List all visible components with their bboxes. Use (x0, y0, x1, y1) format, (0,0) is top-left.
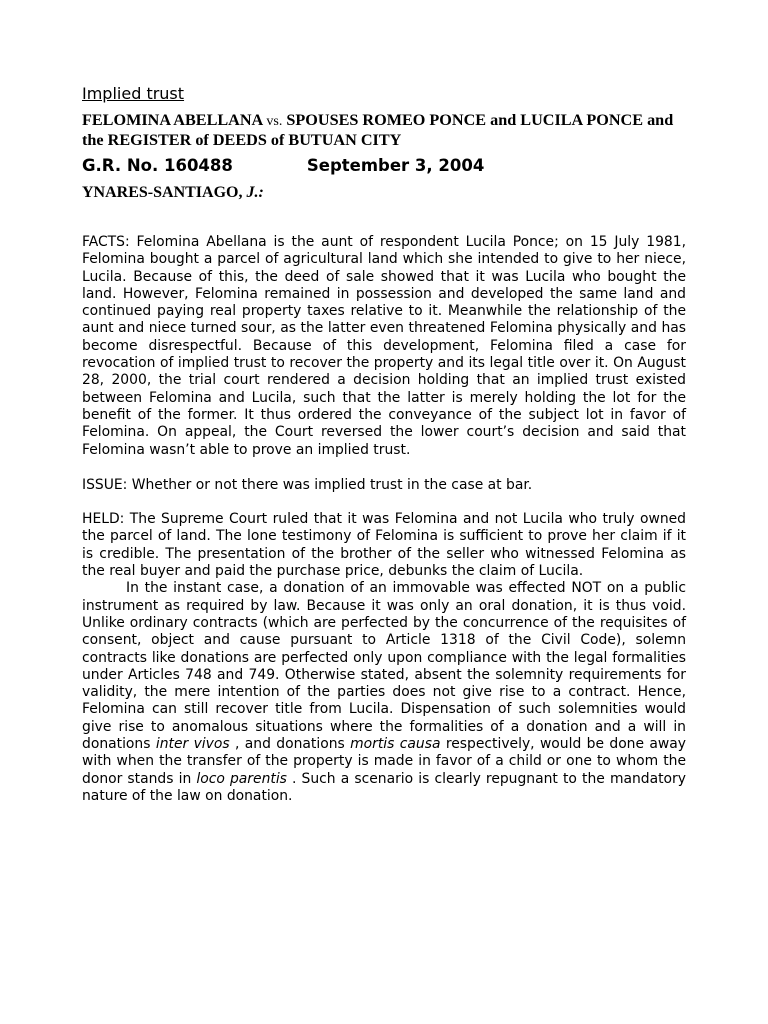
held-discussion-part-4: . Such a scenario is clearly repugnant to the mandatory nature of the law on donation. (82, 770, 686, 804)
ponente (82, 183, 686, 203)
issue-paragraph: ISSUE: Whether or not there was implied trust in the case at bar. (82, 476, 533, 493)
held-discussion-part-2: , and donations (229, 736, 345, 753)
document-heading: Implied trust (82, 84, 185, 103)
held-discussion-paragraph (82, 580, 686, 805)
held-discussion-part-1: In the instant case, a donation of an immovable was effected NOT on a public instrument as required by law. Because it was only an oral donation, it is thus void. Unlike ordinary contracts (which are perfected by the concurrence of the requisites of consent, object and cause pursuant to Article 1318 of the Civil Code), solemn contracts like donations are perfected only upon compliance with the legal formalities under Articles 748 and 749. Otherwise stated, absent the solemnity requirements for validity, the mere intention of the parties does not give rise to a contract. Hence, Felomina can still recover title from Lucila. Dispensation of such solemnities would give rise to anomalous situations where the formalities of a donation and a will in donations (82, 580, 686, 753)
petitioner-name: FELOMINA ABELLANA (82, 111, 263, 129)
ponente-suffix: J.: (246, 184, 264, 201)
gr-number: G.R. No. 160488 (82, 156, 233, 175)
document-page (82, 84, 686, 805)
case-title (82, 111, 686, 149)
versus-label: vs. (266, 114, 283, 129)
decision-date: September 3, 2004 (306, 156, 485, 175)
ponente-name: YNARES-SANTIAGO, (82, 184, 243, 201)
case-number-line (82, 155, 686, 177)
term-loco-parentis: loco parentis (196, 770, 287, 787)
respondents-names: SPOUSES ROMEO PONCE and LUCILA PONCE and the REGISTER of DEEDS of BUTUAN CITY (82, 111, 674, 149)
term-inter-vivos: inter vivos (155, 736, 230, 753)
facts-paragraph: FACTS: Felomina Abellana is the aunt of respondent Lucila Ponce; on 15 July 1981, Felomina bought a parcel of agricultural land which she intended to give to her niece, Lucila. Because of this, the deed of sale showed that it was Lucila who bought the land. However, Felomina remained in possession and developed the same land and continued paying real property taxes relative to it. Meanwhile the relationship of the aunt and niece turned sour, as the latter even threatened Felomina physically and has become disrespectful. Because of this development, Felomina filed a case for revocation of implied trust to recover the property and its legal title over it. On August 28, 2000, the trial court rendered a decision holding that an implied trust existed between Felomina and Lucila, such that the latter is merely holding the lot for the benefit of the former. It thus ordered the conveyance of the subject lot in favor of Felomina. On appeal, the Court reversed the lower court’s decision and said that Felomina wasn’t able to prove an implied trust. (82, 234, 686, 458)
held-discussion-part-3: respectively, would be done away with when the transfer of the property is made in favor of a child or one to whom the donor stands in (82, 736, 687, 787)
term-mortis-causa: mortis causa (350, 736, 441, 753)
held-paragraph: HELD: The Supreme Court ruled that it was Felomina and not Lucila who truly owned the parcel of land. The lone testimony of Felomina is sufficient to prove her claim if it is credible. The presentation of the brother of the seller who witnessed Felomina as the real buyer and paid the purchase price, debunks the claim of Lucila. (82, 511, 686, 580)
